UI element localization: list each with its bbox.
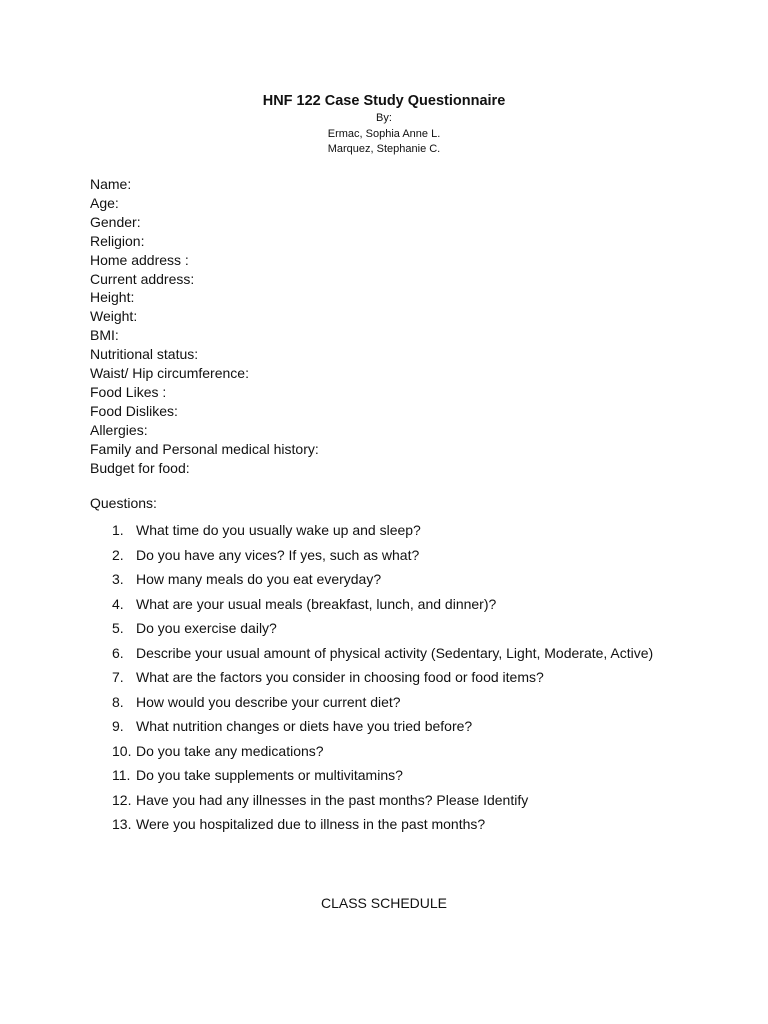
field-label: Nutritional status: (90, 346, 199, 363)
field-label: Waist/ Hip circumference: (90, 365, 249, 382)
question-text: Have you had any illnesses in the past months? Please Identify (136, 791, 529, 808)
field-label: Home address : (90, 251, 189, 268)
question-number: 4. (112, 595, 124, 612)
question-text: What are your usual meals (breakfast, lunch, and dinner)? (136, 595, 497, 612)
question-number: 8. (112, 693, 124, 710)
question-number: 12. (112, 791, 132, 808)
document-header (0, 92, 768, 158)
question-text: What nutrition changes or diets have you tried before? (136, 718, 473, 734)
question-text: Do you take supplements or multivitamins? (136, 767, 403, 783)
question-number: 10. (112, 742, 132, 759)
question-item (112, 763, 653, 788)
question-text: How many meals do you eat everyday? (136, 571, 382, 587)
field-label: Age: (90, 194, 119, 211)
field-label: Food Dislikes: (90, 402, 178, 419)
document-title: HNF 122 Case Study Questionnaire (262, 93, 506, 109)
question-text: What time do you usually wake up and sleep? (136, 522, 421, 538)
question-number: 13. (112, 816, 132, 832)
question-text: Do you take any medications? (136, 742, 324, 759)
field-label: Name: (90, 176, 132, 192)
question-item (112, 714, 653, 739)
author-name: Marquez, Stephanie C. (327, 143, 441, 155)
field-label: Allergies: (90, 421, 148, 438)
question-number: 6. (112, 644, 124, 661)
question-item (112, 543, 653, 568)
question-item (112, 567, 653, 592)
question-number: 3. (112, 571, 124, 587)
question-item (112, 592, 653, 617)
question-item (112, 641, 653, 666)
question-item (112, 788, 653, 813)
question-number: 5. (112, 620, 124, 636)
field-label: Weight: (90, 308, 138, 325)
questions-list (112, 518, 653, 837)
question-item (112, 812, 653, 837)
question-item (112, 690, 653, 715)
field-label: Budget for food: (90, 459, 190, 476)
field-label: Religion: (90, 232, 145, 249)
question-item (112, 739, 653, 764)
question-number: 11. (112, 767, 131, 783)
question-number: 7. (112, 669, 124, 685)
field-label: Current address: (90, 270, 195, 287)
field-label: Family and Personal medical history: (90, 440, 319, 457)
question-text: How would you describe your current diet? (136, 693, 401, 710)
profile-fields-list (90, 175, 319, 478)
question-text: Describe your usual amount of physical activity (Sedentary, Light, Moderate, Active) (136, 644, 654, 661)
question-number: 2. (112, 546, 124, 563)
question-text: Do you exercise daily? (136, 620, 277, 636)
question-item (112, 518, 653, 543)
question-number: 1. (112, 522, 124, 538)
field-label: Food Likes : (90, 383, 167, 400)
question-item (112, 616, 653, 641)
question-text: What are the factors you consider in choosing food or food items? (136, 669, 544, 685)
questions-heading: Questions: (90, 495, 157, 511)
field-label: Gender: (90, 213, 141, 230)
author-name: Ermac, Sophia Anne L. (327, 127, 441, 140)
question-item (112, 665, 653, 690)
question-text: Do you have any vices? If yes, such as what? (136, 546, 420, 563)
field-label: Height: (90, 289, 135, 306)
class-schedule-heading: CLASS SCHEDULE (320, 895, 448, 911)
question-number: 9. (112, 718, 124, 734)
by-label: By: (376, 112, 392, 124)
field-label: BMI: (90, 327, 119, 344)
question-text: Were you hospitalized due to illness in the past months? (136, 816, 486, 832)
